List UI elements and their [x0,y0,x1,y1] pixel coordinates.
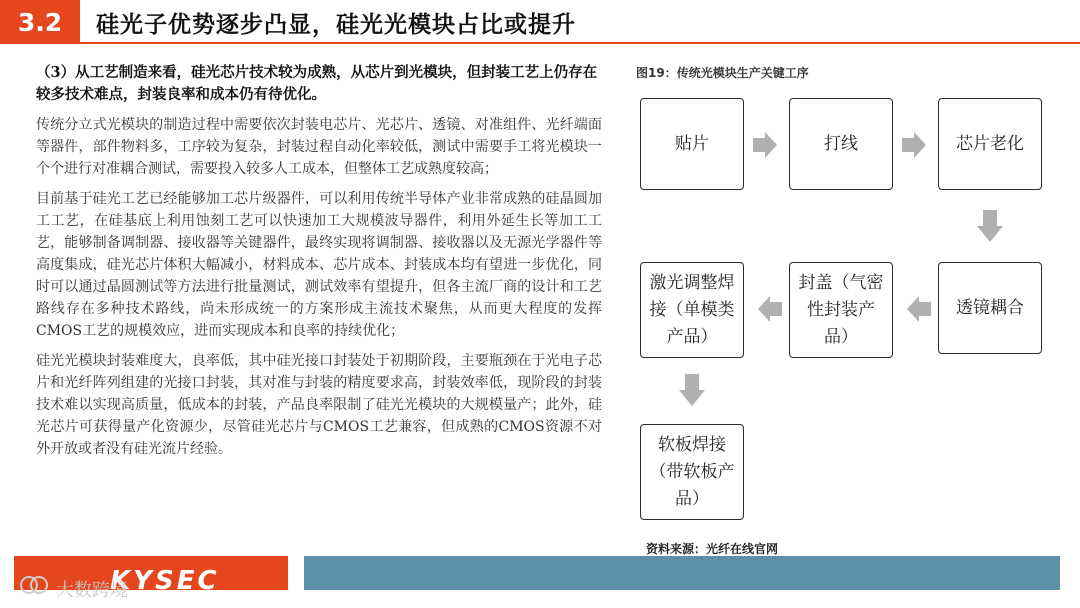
step-box-2 [789,98,893,190]
step-box-1 [640,98,744,190]
step-box-4 [938,262,1042,354]
step-label-2: 打线 [824,133,858,154]
step-box-6 [640,262,744,358]
step-label-7: 软板焊接（带软板产品） [649,434,735,509]
kysec-logo: KYSEC [110,566,220,596]
arrow-left-icon [756,296,782,322]
title-divider [80,42,1080,44]
slide-title: 硅光子优势逐步凸显，硅光光模块占比或提升 [96,12,576,38]
step-label-5: 封盖（气密性封装产品） [798,272,884,347]
paragraph-1: 传统分立式光模块的制造过程中需要依次封装电芯片、光芯片、透镜、对准组件、光纤端面等器件，部件物料多，工序较为复杂，封装过程自动化率较低，测试中需要手工将光模块一个个进行对准耦合测试，需要投入较多人工成本，但整体工艺成熟度较高； [36,117,602,177]
arrow-down-icon [977,210,1003,244]
section-number: 3.2 [0,0,80,44]
step-label-4: 透镜耦合 [956,297,1024,318]
figure-title: 图19：传统光模块生产关键工序 [636,66,809,80]
step-label-1: 贴片 [675,133,709,154]
paragraph-2: 目前基于硅光工艺已经能够加工芯片级器件，可以利用传统半导体产业非常成熟的硅晶圆加工工艺，在硅基底上利用蚀刻工艺可以快速加工大规模波导器件，利用外延生长等加工工艺，能够制备调制器、接收器等关键器件，最终实现将调制器、接收器以及无源光学器件等高度集成，硅光芯片体积大幅减小，材料成本、芯片成本、封装成本均有望进一步优化，同时可以通过晶圆测试等方法进行批量测试，测试效率有望提升，但各主流厂商的设计和工艺路线存在多种技术路线，尚未形成统一的方案形成主流技术聚焦，从而更大程度的发挥CMOS工艺的规模效应，进而实现成本和良率的持续优化； [36,191,602,339]
slide-footer [0,548,1080,608]
arrow-down-icon [679,374,705,408]
arrow-right-icon [902,132,928,158]
step-label-3: 芯片老化 [956,133,1024,154]
step-box-7 [640,424,744,520]
watermark-logo-icon [18,574,50,596]
arrow-left-icon [905,296,931,322]
slide-header [0,0,1080,44]
step-box-3 [938,98,1042,190]
watermark-text: 大数跨境 [56,580,128,601]
lead-paragraph: （3）从工艺制造来看，硅光芯片技术较为成熟，从芯片到光模块，但封装工艺上仍存在较多技术难点，封装良率和成本仍有待优化。 [36,64,598,103]
step-box-5 [789,262,893,358]
footer-color-bar [304,556,1060,590]
paragraph-3: 硅光光模块封装难度大，良率低，其中硅光接口封装处于初期阶段，主要瓶颈在于光电子芯片和光纤阵列组建的光接口封装，其对准与封装的精度要求高，封装效率低，现阶段的封装技术难以实现高质量，低成本的封装，产品良率限制了硅光光模块的大规模量产；此外，硅光芯片可获得量产化资源少，尽管硅光芯片与CMOS工艺兼容，但成熟的CMOS资源不对外开放或者没有硅光流片经验。 [36,353,602,457]
step-label-6: 激光调整焊接（单模类产品） [649,272,735,347]
body-text [36,62,602,468]
figure-source: 资料来源：光纤在线官网 [646,542,779,556]
arrow-right-icon [753,132,779,158]
